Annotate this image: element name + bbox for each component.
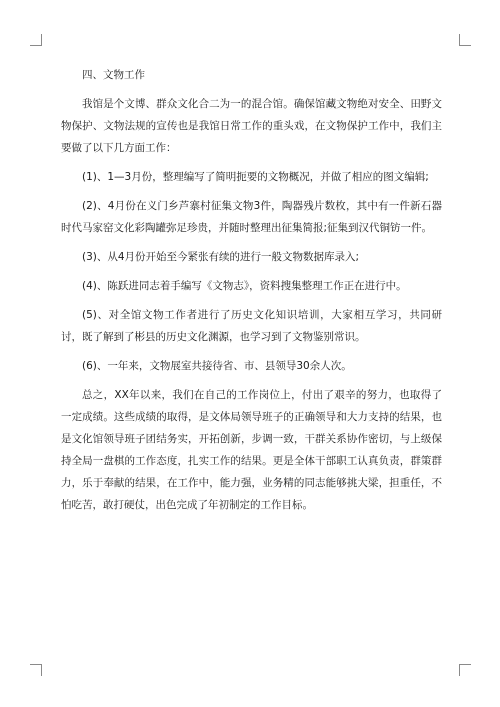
paragraph-item-5: (5)、对全馆文物工作者进行了历史文化知识培训，大家相互学习，共同研讨，既了解到了彬县的历史文化渊源，也学习到了文物鉴别常识。 xyxy=(61,309,442,343)
crop-mark-top-left xyxy=(30,34,42,46)
paragraph-item-4: (4)、陈跃进同志着手编写《文物志》，资料搜集整理工作正在进行中。 xyxy=(82,280,407,292)
crop-mark-bottom-right xyxy=(459,664,471,676)
paragraph-item-3: (3)、从4月份开始至今紧张有续的进行一般文物数据库录入; xyxy=(82,251,360,263)
section-heading: 四、文物工作 xyxy=(82,69,145,81)
paragraph-item-6: (6)、一年来，文物展室共接待省、市、县领导30余人次。 xyxy=(82,360,352,372)
crop-mark-bottom-left xyxy=(30,664,42,676)
paragraph-item-1: (1)、1—3月份，整理编写了简明扼要的文物概况，并做了相应的图文编辑; xyxy=(82,171,429,183)
paragraph-item-2: (2)、4月份在义门乡芦寨村征集文物3件，陶器残片数枚，其中有一件新石器时代马家窑文化彩陶罐弥足珍贵，并随时整理出征集简报;征集到汉代铜钫一件。 xyxy=(61,200,442,234)
paragraph-intro: 我馆是个文博、群众文化合二为一的混合馆。确保馆藏文物绝对安全、田野文物保护、文物法规的宣传也是我馆日常工作的重头戏，在文物保护工作中，我们主要做了以下几方面工作： xyxy=(61,98,442,154)
document-body xyxy=(61,64,442,523)
crop-mark-top-right xyxy=(459,34,471,46)
paragraph-summary: 总之，XX年以来，我们在自己的工作岗位上，付出了艰辛的努力，也取得了一定成绩。这些成绩的取得，是文体局领导班子的正确领导和大力支持的结果，也是文化馆领导班子团结务实，开拓创新，步调一致，干群关系协作密切，与上级保持全局一盘棋的工作态度，扎实工作的结果。更是全体干部职工认真负责，群策群力，乐于奉献的结果，在工作中，能力强，业务精的同志能够挑大梁，担重任，不怕吃苦，敢打硬仗，出色完成了年初制定的工作目标。 xyxy=(61,389,442,511)
